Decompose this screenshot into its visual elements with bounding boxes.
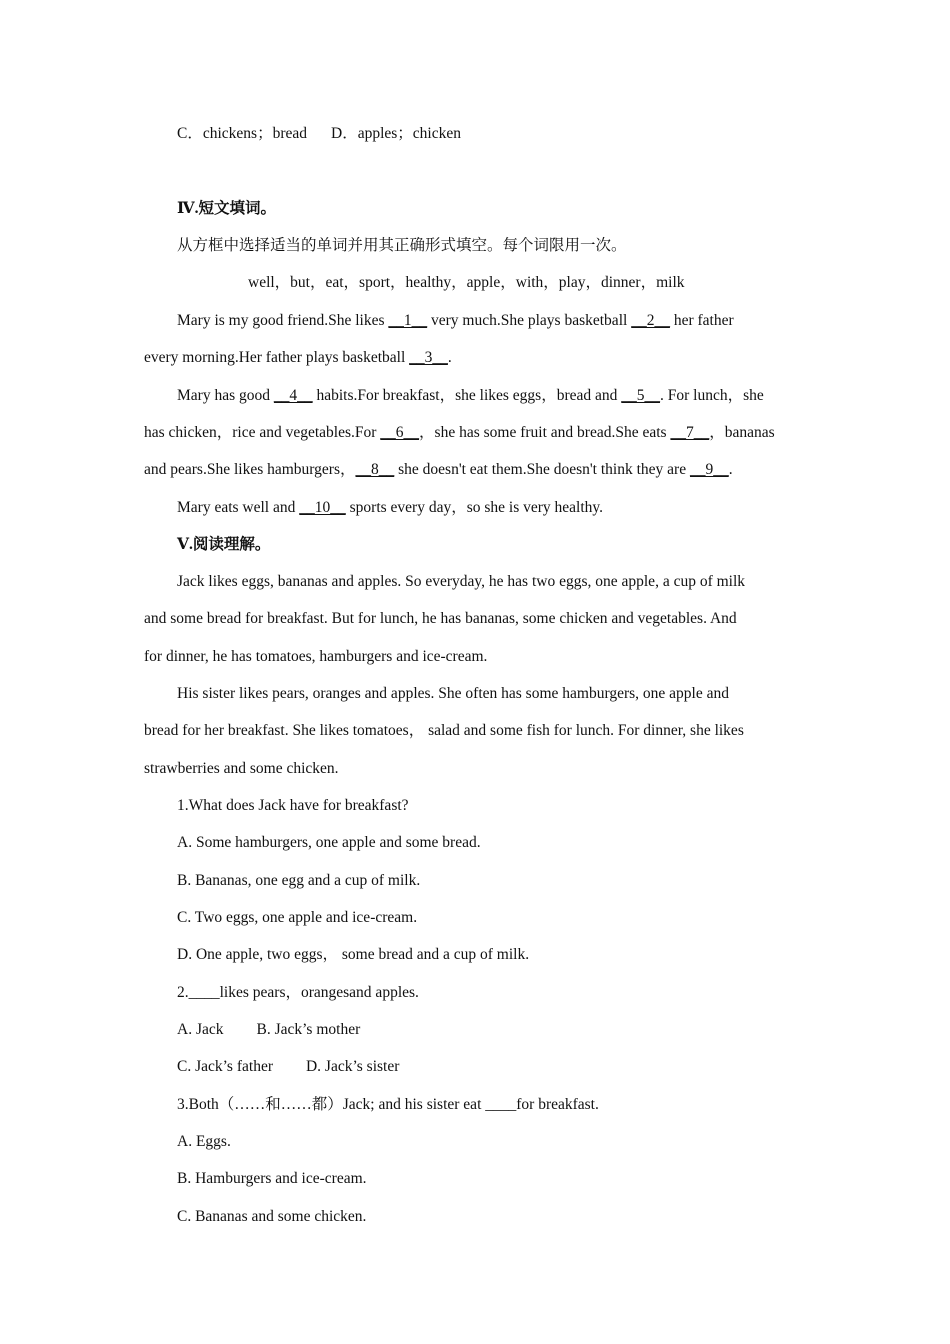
previous-question-choices <box>177 124 461 144</box>
blank-10: __10__ <box>299 499 346 516</box>
choice-c: C．chickens；bread <box>177 125 307 142</box>
cloze-text: every morning.Her father plays basketball <box>144 349 410 366</box>
question3-stem: 3.Both（……和……都）Jack; and his sister eat ____for breakfast. <box>177 1096 599 1113</box>
question2-options-cd <box>177 1057 399 1077</box>
word-box: well，but，eat，sport，healthy，apple，with，play，dinner，milk <box>248 274 685 291</box>
cloze-text: ，she has some fruit and bread.She eats <box>419 424 671 441</box>
cloze-p1-line2 <box>144 348 452 368</box>
cloze-text: habits.For breakfast，she likes eggs，bread and <box>312 387 622 404</box>
cloze-text: sports every day，so she is very healthy. <box>345 499 604 516</box>
passage2-line: bread for her breakfast. She likes tomatoes， salad and some fish for lunch. For dinner, she likes <box>144 722 744 739</box>
cloze-p3-line1 <box>177 498 603 518</box>
section5-heading: Ⅴ.阅读理解。 <box>177 536 271 553</box>
blank-2: __2__ <box>631 312 670 329</box>
blank-8: __8__ <box>355 461 395 478</box>
passage2-line: strawberries and some chicken. <box>144 760 339 777</box>
cloze-p2-line1 <box>177 386 764 406</box>
cloze-p2-line3 <box>144 460 733 480</box>
cloze-text: her father <box>669 312 734 329</box>
cloze-text: Mary eats well and <box>177 499 300 516</box>
cloze-text: ，bananas <box>709 424 775 441</box>
section4-heading: Ⅳ.短文填词。 <box>177 200 276 217</box>
cloze-p1-line1 <box>177 311 734 331</box>
cloze-p2-line2 <box>144 423 775 443</box>
choice-d: D．apples；chicken <box>331 125 461 142</box>
cloze-text: Mary has good <box>177 387 274 404</box>
question2-option-a: A. Jack <box>177 1021 224 1038</box>
question3-option-a: A. Eggs. <box>177 1133 231 1150</box>
cloze-text: . <box>728 461 733 478</box>
section4-instruction: 从方框中选择适当的单词并用其正确形式填空。每个词限用一次。 <box>177 237 627 254</box>
blank-3: __3__ <box>409 349 448 366</box>
cloze-text: very much.She plays basketball <box>427 312 632 329</box>
question1-option-d: D. One apple, two eggs， some bread and a cup of milk. <box>177 946 530 963</box>
cloze-text: . For lunch，she <box>660 387 764 404</box>
cloze-text: and pears.She likes hamburgers， <box>144 461 356 478</box>
passage2-line: His sister likes pears, oranges and apples. She often has some hamburgers, one apple and <box>177 685 729 702</box>
question2-option-c: C. Jack’s father <box>177 1058 273 1075</box>
question2-options-ab <box>177 1020 360 1040</box>
question3-option-b: B. Hamburgers and ice-cream. <box>177 1170 367 1187</box>
passage1-line: Jack likes eggs, bananas and apples. So everyday, he has two eggs, one apple, a cup of milk <box>177 573 746 590</box>
question1-stem: 1.What does Jack have for breakfast? <box>177 797 409 814</box>
passage1-line: and some bread for breakfast. But for lunch, he has bananas, some chicken and vegetables. And <box>144 610 737 627</box>
question2-stem: 2.____likes pears，orangesand apples. <box>177 984 419 1001</box>
question3-option-c: C. Bananas and some chicken. <box>177 1208 367 1225</box>
cloze-text: . <box>447 349 452 366</box>
question1-option-c: C. Two eggs, one apple and ice-cream. <box>177 909 418 926</box>
cloze-text: Mary is my good friend.She likes <box>177 312 389 329</box>
blank-7: __7__ <box>670 424 710 441</box>
blank-1: __1__ <box>388 312 428 329</box>
blank-9: __9__ <box>689 461 729 478</box>
question2-option-b: B. Jack’s mother <box>256 1021 361 1038</box>
blank-6: __6__ <box>380 424 420 441</box>
question1-option-a: A. Some hamburgers, one apple and some bread. <box>177 834 481 851</box>
blank-4: __4__ <box>273 387 313 404</box>
question1-option-b: B. Bananas, one egg and a cup of milk. <box>177 872 421 889</box>
blank-5: __5__ <box>621 387 661 404</box>
cloze-text: she doesn't eat them.She doesn't think they are <box>394 461 690 478</box>
cloze-text: has chicken，rice and vegetables.For <box>144 424 381 441</box>
passage1-line: for dinner, he has tomatoes, hamburgers and ice-cream. <box>144 648 488 665</box>
question2-option-d: D. Jack’s sister <box>305 1058 400 1075</box>
